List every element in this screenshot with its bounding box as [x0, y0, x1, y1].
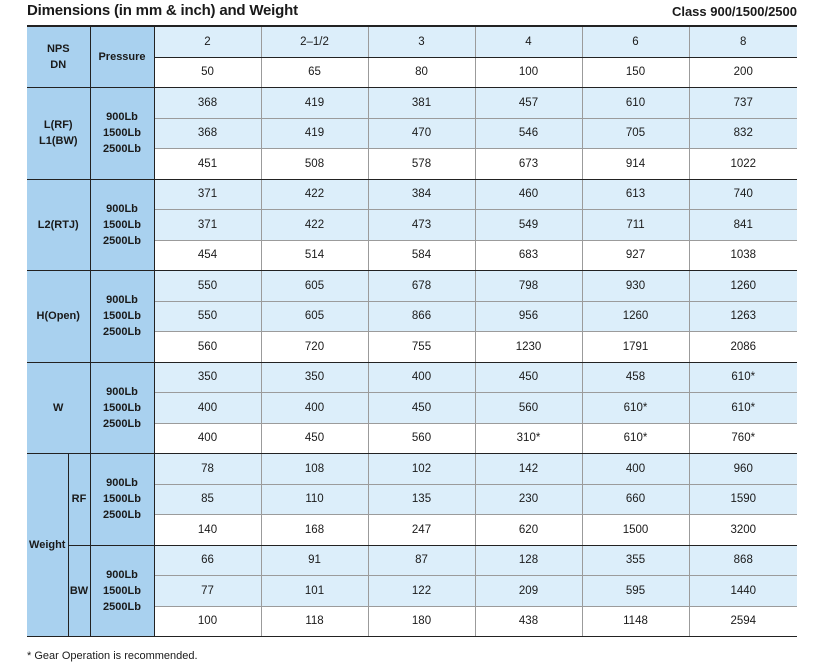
table-row — [27, 545, 797, 576]
table-cell: 85 — [154, 484, 261, 515]
section-label: L(RF) L1(BW) — [27, 88, 90, 180]
pressure-class-label: 900Lb 1500Lb 2500Lb — [90, 362, 154, 454]
table-cell: 1260 — [689, 271, 797, 302]
table-cell: 1500 — [582, 515, 689, 546]
table-cell: 841 — [689, 210, 797, 241]
table-cell: 8 — [689, 26, 797, 57]
table-cell: 350 — [154, 362, 261, 393]
table-cell: 930 — [582, 271, 689, 302]
table-cell: 2–1/2 — [261, 26, 368, 57]
table-cell: 514 — [261, 240, 368, 271]
table-cell: 419 — [261, 88, 368, 119]
table-cell: 168 — [261, 515, 368, 546]
pressure-header: Pressure — [90, 26, 154, 88]
table-cell: 128 — [475, 545, 582, 576]
table-cell: 914 — [582, 149, 689, 180]
table-cell: 450 — [475, 362, 582, 393]
table-cell: 140 — [154, 515, 261, 546]
table-cell: 866 — [368, 301, 475, 332]
table-cell: 473 — [368, 210, 475, 241]
table-cell: 868 — [689, 545, 797, 576]
table-cell: 454 — [154, 240, 261, 271]
table-cell: 438 — [475, 606, 582, 637]
table-cell: 610 — [582, 88, 689, 119]
table-cell: 610* — [582, 423, 689, 454]
table-cell: 142 — [475, 454, 582, 485]
table-cell: 549 — [475, 210, 582, 241]
table-cell: 613 — [582, 179, 689, 210]
table-cell: 87 — [368, 545, 475, 576]
table-cell: 457 — [475, 88, 582, 119]
weight-type-label: BW — [68, 545, 90, 637]
table-cell: 110 — [261, 484, 368, 515]
table-cell: 673 — [475, 149, 582, 180]
table-cell: 400 — [368, 362, 475, 393]
class-label: Class 900/1500/2500 — [671, 4, 797, 19]
table-cell: 560 — [475, 393, 582, 424]
page-title: Dimensions (in mm & inch) and Weight — [27, 2, 298, 19]
table-cell: 584 — [368, 240, 475, 271]
table-cell: 371 — [154, 179, 261, 210]
table-cell: 578 — [368, 149, 475, 180]
pressure-class-label: 900Lb 1500Lb 2500Lb — [90, 88, 154, 180]
table-cell: 450 — [261, 423, 368, 454]
table-cell: 100 — [475, 57, 582, 88]
table-row — [27, 179, 797, 210]
table-cell: 760* — [689, 423, 797, 454]
table-cell: 1230 — [475, 332, 582, 363]
table-cell: 1148 — [582, 606, 689, 637]
table-cell: 605 — [261, 301, 368, 332]
section-label: L2(RTJ) — [27, 179, 90, 271]
table-cell: 180 — [368, 606, 475, 637]
pressure-class-label: 900Lb 1500Lb 2500Lb — [90, 271, 154, 363]
table-cell: 50 — [154, 57, 261, 88]
pressure-class-label: 900Lb 1500Lb 2500Lb — [90, 179, 154, 271]
dimensions-table — [27, 25, 797, 637]
table-cell: 560 — [368, 423, 475, 454]
table-cell: 101 — [261, 576, 368, 607]
table-cell: 956 — [475, 301, 582, 332]
table-cell: 720 — [261, 332, 368, 363]
table-cell: 595 — [582, 576, 689, 607]
header-row-nps — [27, 26, 797, 57]
table-cell: 1440 — [689, 576, 797, 607]
table-cell: 610* — [689, 393, 797, 424]
table-cell: 422 — [261, 179, 368, 210]
table-cell: 355 — [582, 545, 689, 576]
section-label: H(Open) — [27, 271, 90, 363]
table-cell: 1260 — [582, 301, 689, 332]
table-cell: 755 — [368, 332, 475, 363]
table-cell: 91 — [261, 545, 368, 576]
table-cell: 350 — [261, 362, 368, 393]
table-cell: 705 — [582, 118, 689, 149]
table-cell: 108 — [261, 454, 368, 485]
table-cell: 368 — [154, 88, 261, 119]
table-cell: 470 — [368, 118, 475, 149]
weight-type-label: RF — [68, 454, 90, 546]
table-cell: 1791 — [582, 332, 689, 363]
table-cell: 605 — [261, 271, 368, 302]
table-cell: 400 — [582, 454, 689, 485]
table-cell: 65 — [261, 57, 368, 88]
table-cell: 400 — [154, 423, 261, 454]
table-cell: 550 — [154, 271, 261, 302]
table-cell: 3200 — [689, 515, 797, 546]
table-cell: 368 — [154, 118, 261, 149]
table-cell: 230 — [475, 484, 582, 515]
table-cell: 122 — [368, 576, 475, 607]
table-cell: 711 — [582, 210, 689, 241]
table-cell: 135 — [368, 484, 475, 515]
table-cell: 1022 — [689, 149, 797, 180]
table-cell: 400 — [261, 393, 368, 424]
table-row — [27, 454, 797, 485]
table-cell: 66 — [154, 545, 261, 576]
nps-dn-header: NPS DN — [27, 26, 90, 88]
table-cell: 546 — [475, 118, 582, 149]
table-cell: 400 — [154, 393, 261, 424]
table-cell: 560 — [154, 332, 261, 363]
table-cell: 620 — [475, 515, 582, 546]
table-row — [27, 88, 797, 119]
table-cell: 798 — [475, 271, 582, 302]
table-cell: 78 — [154, 454, 261, 485]
table-cell: 737 — [689, 88, 797, 119]
table-cell: 381 — [368, 88, 475, 119]
table-cell: 960 — [689, 454, 797, 485]
table-cell: 1038 — [689, 240, 797, 271]
table-cell: 550 — [154, 301, 261, 332]
table-cell: 80 — [368, 57, 475, 88]
table-cell: 740 — [689, 179, 797, 210]
pressure-class-label: 900Lb 1500Lb 2500Lb — [90, 454, 154, 546]
table-cell: 450 — [368, 393, 475, 424]
table-row — [27, 362, 797, 393]
pressure-class-label: 900Lb 1500Lb 2500Lb — [90, 545, 154, 637]
table-cell: 460 — [475, 179, 582, 210]
table-cell: 209 — [475, 576, 582, 607]
table-cell: 247 — [368, 515, 475, 546]
table-cell: 100 — [154, 606, 261, 637]
table-cell: 451 — [154, 149, 261, 180]
table-cell: 2086 — [689, 332, 797, 363]
footnote: * Gear Operation is recommended. — [27, 650, 198, 662]
table-cell: 118 — [261, 606, 368, 637]
table-cell: 4 — [475, 26, 582, 57]
table-cell: 310* — [475, 423, 582, 454]
table-cell: 1263 — [689, 301, 797, 332]
table-cell: 371 — [154, 210, 261, 241]
table-cell: 384 — [368, 179, 475, 210]
table-row — [27, 271, 797, 302]
table-cell: 832 — [689, 118, 797, 149]
table-cell: 6 — [582, 26, 689, 57]
table-cell: 2594 — [689, 606, 797, 637]
table-cell: 683 — [475, 240, 582, 271]
table-cell: 2 — [154, 26, 261, 57]
table-cell: 102 — [368, 454, 475, 485]
table-cell: 458 — [582, 362, 689, 393]
table-cell: 610* — [689, 362, 797, 393]
table-cell: 508 — [261, 149, 368, 180]
table-cell: 678 — [368, 271, 475, 302]
table-cell: 422 — [261, 210, 368, 241]
table-cell: 150 — [582, 57, 689, 88]
table-cell: 927 — [582, 240, 689, 271]
table-cell: 419 — [261, 118, 368, 149]
section-label: W — [27, 362, 90, 454]
table-cell: 610* — [582, 393, 689, 424]
table-cell: 1590 — [689, 484, 797, 515]
table-cell: 3 — [368, 26, 475, 57]
table-cell: 77 — [154, 576, 261, 607]
table-cell: 200 — [689, 57, 797, 88]
weight-label: Weight — [27, 454, 68, 637]
table-cell: 660 — [582, 484, 689, 515]
